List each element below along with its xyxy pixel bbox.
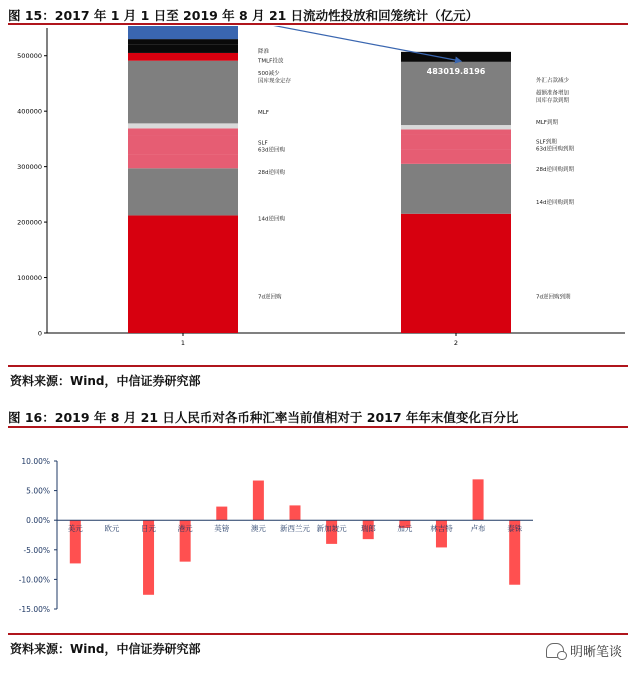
- x-tick-label: 泰铢: [507, 524, 523, 534]
- bar: [253, 481, 264, 521]
- figure15-top-rule: [8, 23, 628, 25]
- x-tick-label: 澳元: [250, 524, 266, 534]
- segment-annotation: 63d逆回购: [258, 147, 285, 154]
- bar-segment: [401, 149, 511, 163]
- bar-segment: [128, 168, 238, 215]
- x-tick-label: 2: [453, 339, 459, 346]
- segment-annotation: SLF到期: [536, 139, 557, 146]
- figure16-source: 资料来源：Wind，中信证券研究部: [10, 642, 201, 656]
- fx-change-bar-chart: [0, 440, 636, 630]
- y-tick-label: -15.00%: [18, 605, 50, 614]
- figure16-title: 图 16：2019 年 8 月 21 日人民币对各币种汇率当前值相对于 2017 年年末值变化百分比: [8, 410, 519, 425]
- y-tick-label: 0: [37, 329, 42, 338]
- bar-segment: [401, 125, 511, 129]
- bar-segment: [401, 129, 511, 134]
- y-tick-label: 100000: [17, 274, 42, 283]
- segment-annotation: MLF到期: [536, 119, 558, 126]
- bar-segment: [128, 128, 238, 135]
- segment-annotation: 500减少: [258, 71, 280, 78]
- y-tick-label: 200000: [17, 218, 42, 227]
- segment-annotation: 63d逆回购到期: [536, 146, 574, 153]
- x-tick-label: 加元: [397, 524, 413, 534]
- bar-segment: [128, 61, 238, 124]
- x-tick-label: 卢布: [470, 524, 486, 534]
- x-tick-label: 新加坡元: [316, 524, 347, 534]
- y-tick-label: -10.00%: [18, 575, 50, 585]
- y-tick-label: 300000: [17, 163, 42, 172]
- bar-segment: [128, 26, 238, 39]
- wechat-icon: [546, 643, 564, 658]
- y-tick-label: -5.00%: [23, 545, 50, 555]
- segment-annotation: MLF: [258, 109, 269, 116]
- bar: [290, 505, 301, 520]
- y-tick-label: 500000: [17, 52, 42, 61]
- x-tick-label: 美元: [67, 524, 83, 534]
- figure16-top-rule: [8, 426, 628, 428]
- y-tick-label: 400000: [17, 107, 42, 116]
- bar-segment: [401, 164, 511, 214]
- x-tick-label: 港元: [177, 524, 193, 534]
- bar-segment: [128, 123, 238, 128]
- x-tick-label: 1: [180, 339, 186, 346]
- y-tick-label: 10.00%: [21, 457, 50, 466]
- figure15-title: 图 15：2017 年 1 月 1 日至 2019 年 8 月 21 日流动性投放和回笼统计（亿元）: [8, 8, 479, 23]
- bar-segment: [128, 154, 238, 168]
- figure15-bottom-rule: [8, 365, 628, 367]
- x-tick-label: 林吉特: [430, 524, 453, 534]
- segment-annotation: 14d逆回购: [258, 216, 285, 223]
- segment-annotation: 国库现金定存: [258, 78, 292, 85]
- x-tick-label: 欧元: [104, 524, 120, 534]
- bar-segment: [128, 135, 238, 154]
- y-tick-label: 5.00%: [26, 486, 50, 496]
- bar-segment: [401, 214, 511, 333]
- bar-segment: [401, 134, 511, 149]
- segment-annotation: 28d逆回购到期: [536, 167, 574, 174]
- segment-annotation: 14d逆回购到期: [536, 199, 574, 206]
- watermark: [546, 641, 622, 660]
- segment-annotation: 外汇占款减少: [536, 77, 570, 84]
- bar-segment: [128, 39, 238, 45]
- segment-annotation: 7d逆回购: [258, 294, 282, 301]
- x-tick-label: 日元: [141, 524, 157, 534]
- total-label: 483019.8196: [426, 67, 486, 77]
- figure15-source: 资料来源：Wind，中信证券研究部: [10, 374, 201, 388]
- segment-annotation: 超额准备增加: [536, 90, 570, 97]
- y-tick-label: 0.00%: [26, 516, 50, 526]
- figure16-bottom-rule: [8, 633, 628, 635]
- segment-annotation: 国库存款到期: [536, 97, 570, 104]
- segment-annotation: SLF: [258, 140, 268, 147]
- bar-segment: [128, 53, 238, 61]
- stacked-bar-chart: [0, 26, 636, 346]
- x-tick-label: 新西兰元: [280, 524, 310, 534]
- bar: [473, 479, 484, 520]
- segment-annotation: TMLF投放: [258, 58, 284, 65]
- segment-annotation: 28d逆回购: [258, 169, 285, 176]
- segment-annotation: 降准: [258, 48, 270, 55]
- x-tick-label: 瑞郎: [360, 524, 376, 534]
- segment-annotation: 7d逆回购到期: [536, 294, 571, 301]
- bar-segment: [128, 215, 238, 333]
- x-tick-label: 英镑: [214, 524, 230, 534]
- bar-segment: [128, 45, 238, 53]
- bar: [216, 507, 227, 521]
- watermark-text: 明晰笔谈: [569, 645, 622, 660]
